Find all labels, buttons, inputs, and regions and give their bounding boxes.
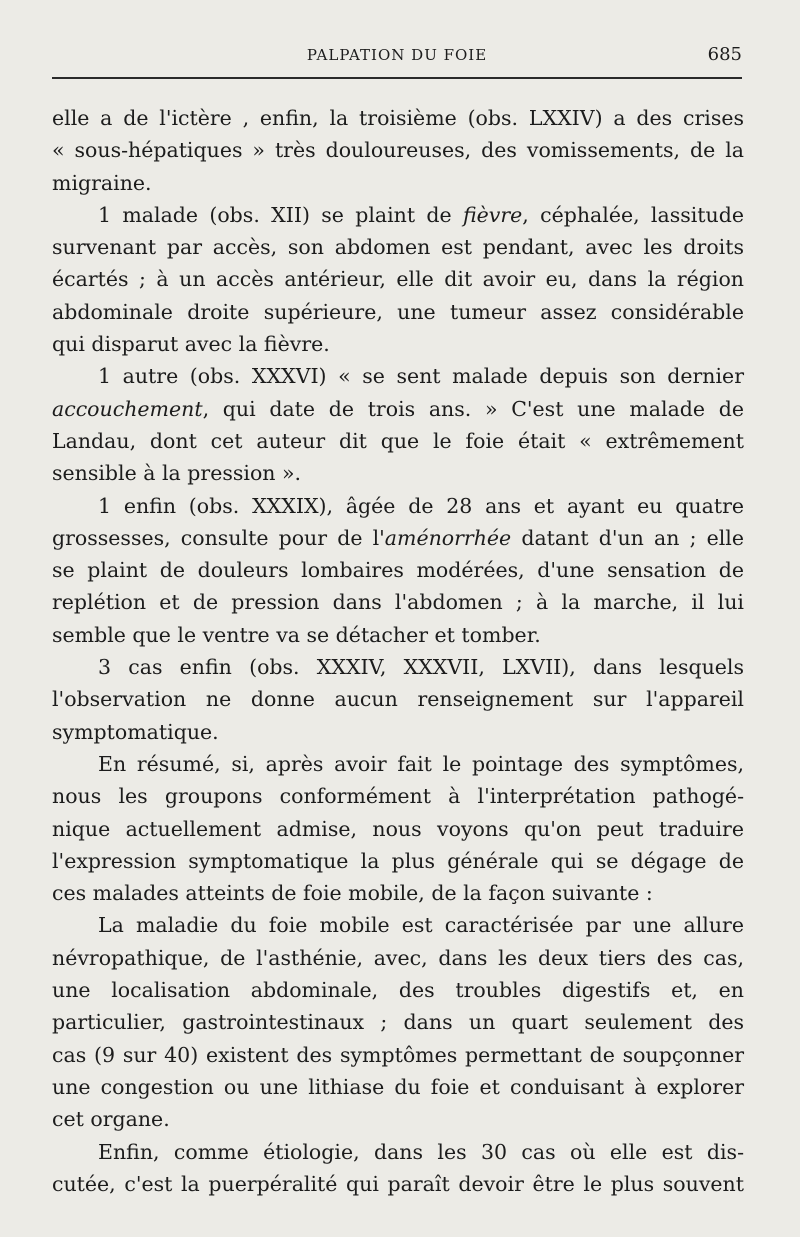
text-line: une localisation abdominale, des troubles digestifs et, en	[52, 978, 744, 1003]
text-line: l'expression symptomatique la plus générale qui se dégage de	[52, 848, 744, 873]
text-line: 1 autre (obs. XXXVI) « se sent malade depuis son dernier	[98, 364, 744, 389]
text-line: névropathique, de l'asthénie, avec, dans les deux tiers des cas,	[52, 945, 744, 970]
text-line: nous les groupons conformément à l'interprétation pathogé-	[52, 784, 744, 809]
text-line: écartés ; à un accès antérieur, elle dit avoir eu, dans la région	[52, 267, 744, 292]
text-line: abdominale droite supérieure, une tumeur assez considérable	[52, 299, 744, 324]
text-line: ces malades atteints de foie mobile, de la façon suivante :	[52, 881, 653, 906]
text-line: Enfin, comme étiologie, dans les 30 cas où elle est dis-	[98, 1139, 744, 1164]
text-line: accouchement, qui date de trois ans. » C'est une malade de	[52, 396, 744, 421]
text-line: nique actuellement admise, nous voyons qu'on peut traduire	[52, 816, 744, 841]
text-line: grossesses, consulte pour de l'aménorrhée datant d'un an ; elle	[52, 525, 744, 550]
text-line: symptomatique.	[52, 719, 219, 744]
text-line: semble que le ventre va se détacher et tomber.	[52, 622, 541, 647]
text-line: elle a de l'ictère , enfin, la troisième (obs. LXXIV) a des crises	[52, 106, 744, 130]
page-number: 685	[707, 44, 742, 65]
header-rule	[52, 77, 742, 79]
text-line: migraine.	[52, 170, 152, 195]
text-line: une congestion ou une lithiase du foie et conduisant à explorer	[52, 1074, 744, 1099]
text-line: l'observation ne donne aucun renseignement sur l'appareil	[52, 687, 744, 712]
text-line: La maladie du foie mobile est caractérisée par une allure	[98, 913, 744, 938]
text-line: particulier, gastrointestinaux ; dans un quart seulement des	[52, 1010, 744, 1035]
text-line: survenant par accès, son abdomen est pendant, avec les droits	[52, 235, 744, 260]
text-line: qui disparut avec la fièvre.	[52, 332, 330, 357]
text-line: replétion et de pression dans l'abdomen ; à la marche, il lui	[52, 590, 744, 615]
body-text	[52, 102, 744, 1200]
text-line: cas (9 sur 40) existent des symptômes permettant de soupçonner	[52, 1042, 744, 1067]
text-line: se plaint de douleurs lombaires modérées, d'une sensation de	[52, 558, 744, 583]
text-line: 3 cas enfin (obs. XXXIV, XXXVII, LXVII), dans lesquels	[98, 655, 744, 680]
text-line: cet organe.	[52, 1107, 170, 1132]
page-header	[52, 44, 742, 74]
text-line: « sous-hépatiques » très douloureuses, des vomissements, de la	[52, 138, 744, 163]
text-line: cutée, c'est la puerpéralité qui paraît devoir être le plus souvent	[52, 1171, 744, 1196]
text-line: sensible à la pression ».	[52, 461, 302, 486]
text-line: Landau, dont cet auteur dit que le foie était « extrêmement	[52, 428, 744, 453]
text-line: En résumé, si, après avoir fait le pointage des symptômes,	[98, 751, 744, 776]
text-line: 1 enfin (obs. XXXIX), âgée de 28 ans et ayant eu quatre	[98, 493, 744, 518]
text-line: 1 malade (obs. XII) se plaint de fièvre, céphalée, lassitude	[98, 202, 744, 227]
running-title: PALPATION DU FOIE	[306, 46, 488, 64]
